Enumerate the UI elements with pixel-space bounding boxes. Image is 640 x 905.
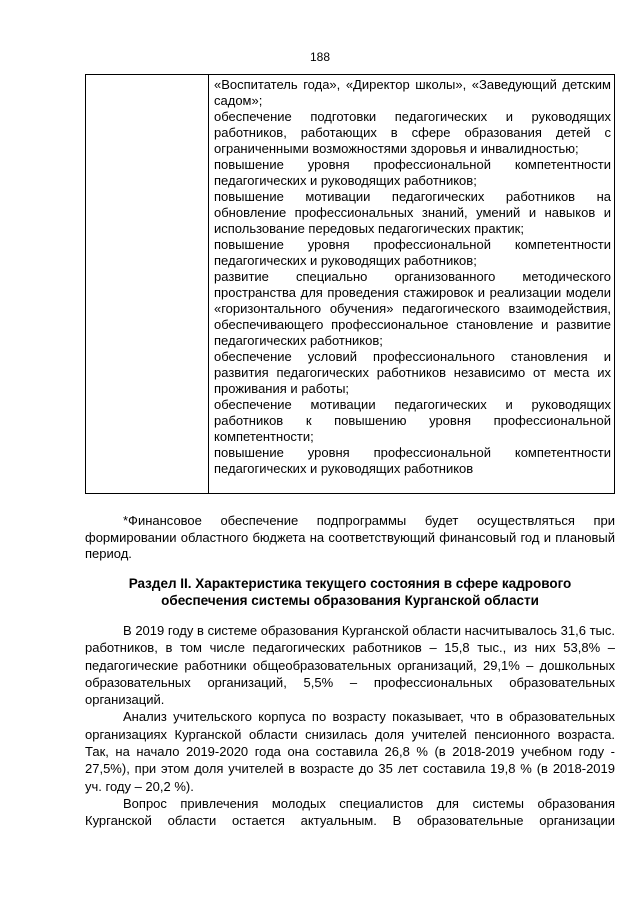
table-item: обеспечение подготовки педагогических и руководящих работников, работающих в сфере образования детей с ограниченными возможностями здоровья и инвалидностью; bbox=[214, 109, 611, 156]
table-left-cell bbox=[86, 75, 209, 493]
page-number: 188 bbox=[309, 50, 331, 64]
table-item: повышение уровня профессиональной компетентности педагогических и руководящих работников bbox=[214, 445, 611, 476]
paragraph: Анализ учительского корпуса по возрасту показывает, что в образовательных организациях Курганской области снизилась доля учителей пенсионного возраста. Так, на начало 2019-2020 года она составила 26,8 % (в 2018-2019 учебном году - 27,5%), при этом доля учителей в возрасте до 35 лет составила 19,8 % (в 2018-2019 уч. году – 20,2 %). bbox=[85, 709, 615, 794]
section-title bbox=[85, 575, 615, 609]
paragraph: В 2019 году в системе образования Курганской области насчитывалось 31,6 тыс. работников, в том числе педагогических работников – 15,8 тыс., из них 53,8% – педагогические работники общеобразовательных организаций, 29,1% – дошкольных образовательных организаций, 5,5% – профессиональных образовательных организаций. bbox=[85, 623, 615, 708]
table-item: обеспечение мотивации педагогических и руководящих работников к повышению уровня профессиональной компетентности; bbox=[214, 397, 611, 444]
continuation-table bbox=[85, 74, 615, 494]
table-item: обеспечение условий профессионального становления и развития педагогических работников независимо от места их проживания и работы; bbox=[214, 349, 611, 396]
paragraph: Вопрос привлечения молодых специалистов для системы образования Курганской области остается актуальным. В образовательные организации bbox=[85, 795, 615, 829]
table-item: «Воспитатель года», «Директор школы», «Заведующий детским садом»; bbox=[214, 77, 611, 108]
table-item: повышение уровня профессиональной компетентности педагогических и руководящих работников; bbox=[214, 157, 611, 188]
table-item: повышение уровня профессиональной компетентности педагогических и руководящих работников; bbox=[214, 237, 611, 268]
table-item: развитие специально организованного методического пространства для проведения стажировок и реализации модели «горизонтального обучения» педагогического взаимодействия, обеспечивающего профессиональное становление и развитие педагогических работников; bbox=[214, 269, 611, 348]
table-item: повышение мотивации педагогических работников на обновление профессиональных знаний, умений и навыков и использование передовых педагогических практик; bbox=[214, 189, 611, 236]
section-title-line: Раздел II. Характеристика текущего состояния в сфере кадрового bbox=[128, 576, 572, 591]
table-right-cell bbox=[214, 77, 611, 477]
section-title-line: обеспечения системы образования Курганской области bbox=[161, 593, 539, 608]
body-text bbox=[85, 622, 615, 830]
footnote: *Финансовое обеспечение подпрограммы будет осуществляться при формировании областного бюджета на соответствующий финансовый год и плановый период. bbox=[85, 513, 615, 561]
